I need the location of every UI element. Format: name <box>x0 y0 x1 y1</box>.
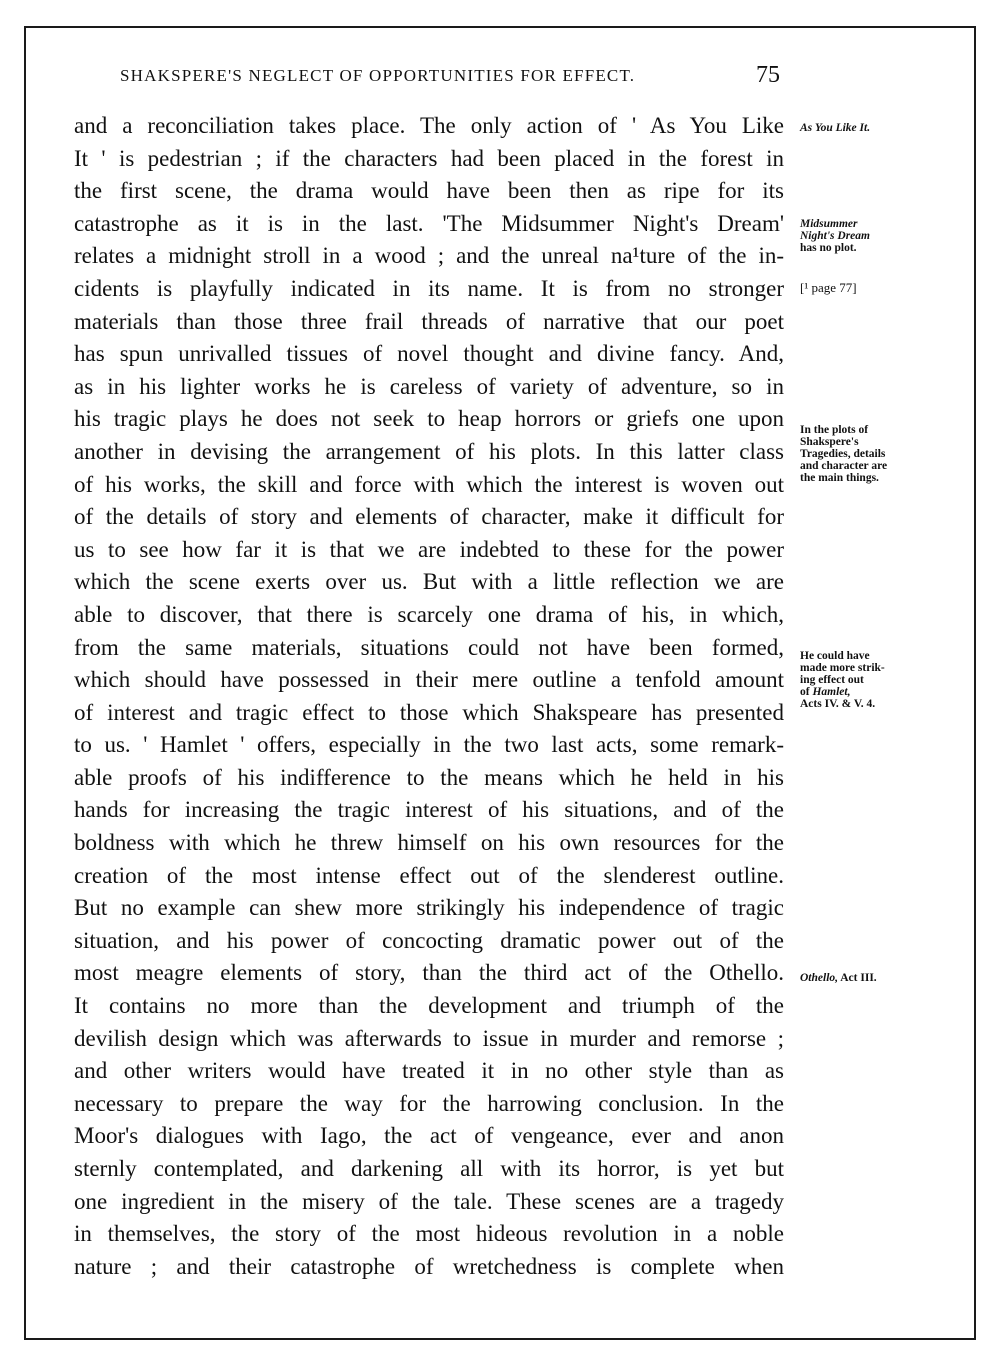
text-line: and a reconciliation takes place. The only action of ' As You Like <box>74 113 784 138</box>
text-line: It contains no more than the development and triumph of the <box>74 993 784 1019</box>
margin-note-line: He could have <box>800 650 870 662</box>
text-line: able proofs of his indifference to the means which he held in his <box>74 764 784 790</box>
margin-note-othello <box>800 972 877 984</box>
text-line: materials than those three frail threads of narrative that our poet <box>74 308 784 334</box>
text-line: creation of the most intense effect out of the slenderest outline. <box>74 862 784 888</box>
text-line: hands for increasing the tragic interest of his situations, and of the <box>74 797 784 823</box>
text-line: catastrophe as it is in the last. 'The Midsummer Night's Dream' <box>74 210 784 236</box>
margin-note-line <box>800 972 877 984</box>
text-line: necessary to prepare the way for the harrowing conclusion. In the <box>74 1090 784 1116</box>
text-line: of interest and tragic effect to those which Shakspeare has presented <box>74 699 784 725</box>
margin-note-fragment: Act III. <box>838 972 877 984</box>
margin-note-line: Midsummer <box>800 218 858 230</box>
text-line: his tragic plays he does not seek to heap horrors or griefs one upon <box>74 406 784 432</box>
margin-note-line: the main things. <box>800 472 879 484</box>
text-line: But no example can shew more strikingly his independence of tragic <box>74 895 784 921</box>
text-line: the first scene, the drama would have been then as ripe for its <box>74 178 784 204</box>
margin-note-line: made more strik- <box>800 662 885 674</box>
page-number: 75 <box>756 62 780 88</box>
text-line: one ingredient in the misery of the tale. These scenes are a tragedy <box>74 1188 784 1214</box>
margin-note-fragment: Othello, <box>800 972 839 984</box>
text-line: of his works, the skill and force with which the interest is woven out <box>74 471 784 497</box>
margin-note-line: Shakspere's <box>800 436 859 448</box>
margin-note-line: As You Like It. <box>800 122 871 134</box>
text-line: of the details of story and elements of character, make it difficult for <box>74 504 784 530</box>
margin-note-midsummer <box>800 218 870 254</box>
text-line: boldness with which he threw himself on his own resources for the <box>74 830 784 856</box>
text-line: which the scene exerts over us. But with a little reflection we are <box>74 569 784 595</box>
text-line: as in his lighter works he is careless of variety of adventure, so in <box>74 373 784 399</box>
text-line: nature ; and their catastrophe of wretchedness is complete when <box>74 1253 784 1279</box>
margin-note-line: [¹ page 77] <box>800 280 857 295</box>
margin-note-hamlet <box>800 650 885 710</box>
text-line: relates a midnight stroll in a wood ; and the unreal na¹ture of the in- <box>74 243 784 269</box>
margin-note-line: ing effect out <box>800 674 864 686</box>
text-line: devilish design which was afterwards to issue in murder and remorse ; <box>74 1025 784 1051</box>
text-line: It ' is pedestrian ; if the characters had been placed in the forest in <box>74 145 784 171</box>
text-line: cidents is playfully indicated in its name. It is from no stronger <box>74 275 784 301</box>
margin-note-line: and character are <box>800 460 888 472</box>
margin-note-page-ref <box>800 282 857 294</box>
margin-note-line <box>800 686 885 698</box>
body-text <box>74 110 784 1283</box>
text-line: and other writers would have treated it in no other style than as <box>74 1058 784 1084</box>
text-line: from the same materials, situations could not have been formed, <box>74 634 784 660</box>
text-line: situation, and his power of concocting dramatic power out of the <box>74 927 784 953</box>
margin-note-line: Acts IV. & V. 4. <box>800 698 876 710</box>
running-title: SHAKSPERE'S NEGLECT OF OPPORTUNITIES FOR EFFECT. <box>120 66 636 85</box>
margin-note-line: has no plot. <box>800 242 857 254</box>
text-line: has spun unrivalled tissues of novel thought and divine fancy. And, <box>74 341 784 367</box>
margin-note-as-you-like-it <box>800 122 870 134</box>
margin-note-fragment: Hamlet, <box>812 686 851 698</box>
text-line: sternly contemplated, and darkening all with its horror, is yet but <box>74 1156 784 1181</box>
text-line: Moor's dialogues with Iago, the act of vengeance, ever and anon <box>74 1123 784 1149</box>
text-line: able to discover, that there is scarcely one drama of his, in which, <box>74 601 784 627</box>
margin-note-plots <box>800 424 887 484</box>
text-line: us to see how far it is that we are indebted to these for the power <box>74 536 784 562</box>
margin-note-line: In the plots of <box>800 424 869 436</box>
margin-note-line: Tragedies, details <box>800 448 886 460</box>
text-line: most meagre elements of story, than the third act of the Othello. <box>74 960 784 986</box>
text-line: which should have possessed in their mere outline a tenfold amount <box>74 667 784 693</box>
margin-note-fragment: of <box>800 686 813 698</box>
text-line: another in devising the arrangement of his plots. In this latter class <box>74 438 784 464</box>
text-line: to us. ' Hamlet ' offers, especially in the two last acts, some remark- <box>74 732 784 758</box>
text-line: in themselves, the story of the most hideous revolution in a noble <box>74 1221 784 1247</box>
margin-note-line: Night's Dream <box>800 230 870 242</box>
